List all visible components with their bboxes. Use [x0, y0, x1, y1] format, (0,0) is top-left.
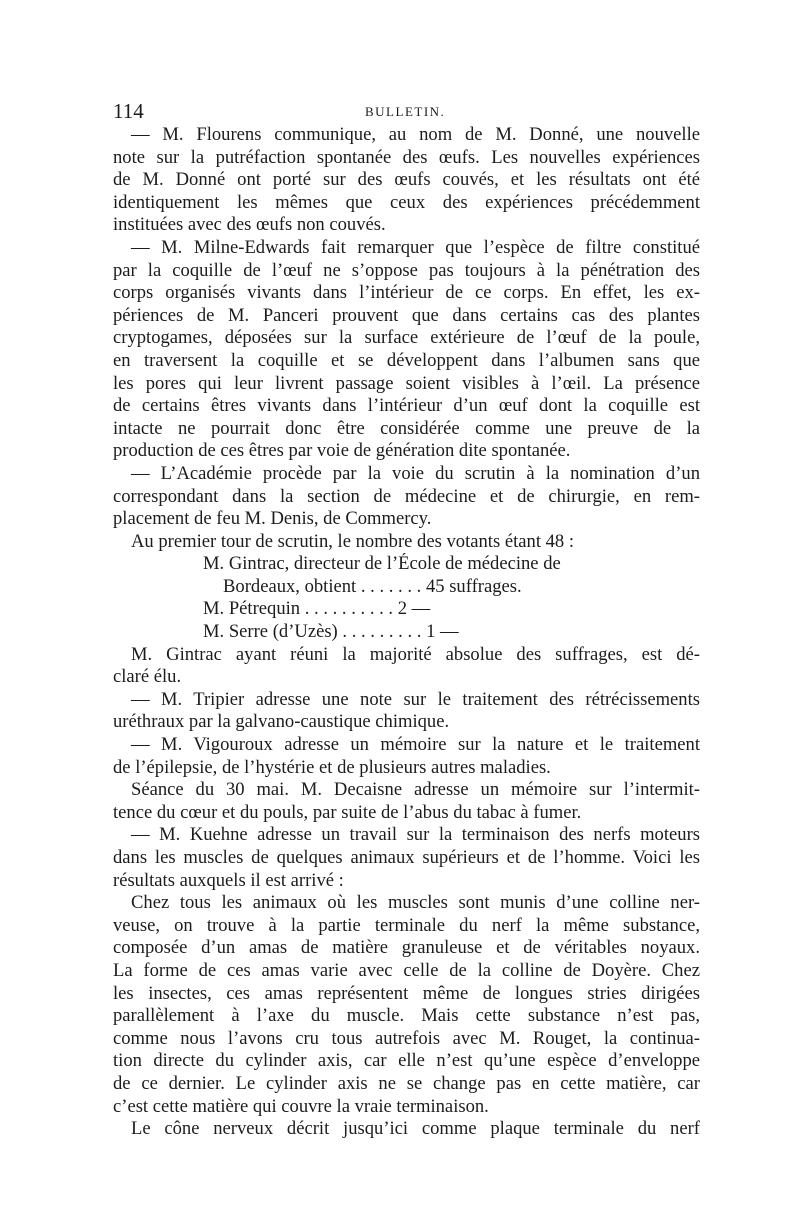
text-line: Le cône nerveux décrit jusqu’ici comme plaque terminale du nerf	[131, 1118, 700, 1140]
text-line: dans les muscles de quelques animaux supérieurs et de l’homme. Voici les	[113, 847, 700, 868]
text-line: les insectes, ces amas représentent même de longues stries dirigées	[113, 982, 700, 1004]
body-text	[113, 124, 700, 1141]
text-line: tion directe du cylinder axis, car elle n’est qu’une espèce d’enveloppe	[113, 1050, 700, 1072]
text-line: Au premier tour de scrutin, le nombre des votants étant 48 :	[131, 530, 575, 552]
text-line: parallèlement à l’axe du muscle. Mais cette substance n’est pas,	[113, 1005, 700, 1027]
page-number: 114	[113, 99, 144, 123]
text-line: correspondant dans la section de médecine et de chirurgie, en rem-	[113, 485, 700, 507]
text-line: de l’épilepsie, de l’hystérie et de plusieurs autres maladies.	[113, 756, 551, 778]
text-line: en traversent la coquille et se développent dans l’albumen sans que	[113, 349, 700, 371]
text-line: de ce dernier. Le cylinder axis ne se change pas en cette matière, car	[113, 1072, 700, 1094]
text-line: — L’Académie procède par la voie du scrutin à la nomination d’un	[131, 462, 700, 484]
text-line: tence du cœur et du pouls, par suite de l’abus du tabac à fumer.	[113, 801, 582, 823]
text-line: par la coquille de l’œuf ne s’oppose pas toujours à la pénétration des	[113, 259, 700, 281]
text-line: La forme de ces amas varie avec celle de la colline de Doyère. Chez	[113, 959, 700, 981]
text-line: c’est cette matière qui couvre la vraie terminaison.	[113, 1095, 489, 1117]
text-line: placement de feu M. Denis, de Commercy.	[113, 508, 432, 530]
text-line: corps organisés vivants dans l’intérieur de ce corps. En effet, les ex-	[113, 282, 700, 304]
text-line: instituées avec des œufs non couvés.	[113, 214, 386, 236]
text-line: résultats auxquels il est arrivé :	[113, 869, 344, 891]
text-line: comme nous l’avons cru tous autrefois avec M. Rouget, la continua-	[113, 1027, 700, 1049]
text-line: — M. Tripier adresse une note sur le traitement des rétrécissements	[131, 688, 700, 710]
text-line: — M. Flourens communique, au nom de M. Donné, une nouvelle	[131, 124, 700, 145]
text-line: production de ces êtres par voie de génération dite spontanée.	[113, 440, 571, 462]
text-line: de certains êtres vivants dans l’intérieur d’un œuf dont la coquille est	[113, 395, 700, 417]
running-head: BULLETIN.	[365, 104, 446, 119]
text-line: veuse, on trouve à la partie terminale du nerf la même substance,	[113, 914, 700, 936]
text-line: — M. Kuehne adresse un travail sur la terminaison des nerfs moteurs	[131, 824, 700, 846]
text-line: composée d’un amas de matière granuleuse et de véritables noyaux.	[113, 937, 700, 959]
text-line: note sur la putréfaction spontanée des œufs. Les nouvelles expériences	[113, 146, 700, 168]
vote-line: M. Serre (d’Uzès) . . . . . . . . . 1 —	[203, 621, 459, 643]
vote-line: Bordeaux, obtient . . . . . . . 45 suffrages.	[223, 575, 522, 597]
text-line: cryptogames, déposées sur la surface extérieure de l’œuf de la poule,	[113, 327, 700, 349]
text-line: intacte ne pourrait donc être considérée comme une preuve de la	[113, 417, 700, 439]
text-line: M. Gintrac ayant réuni la majorité absolue des suffrages, est dé-	[131, 643, 700, 665]
text-line: périences de M. Panceri prouvent que dans certains cas des plantes	[113, 304, 700, 326]
text-line: uréthraux par la galvano-caustique chimique.	[113, 711, 450, 733]
text-line: Séance du 30 mai. M. Decaisne adresse un mémoire sur l’intermit-	[131, 779, 700, 801]
text-line: claré élu.	[113, 666, 182, 688]
text-line: Chez tous les animaux où les muscles sont munis d’une colline ner-	[131, 892, 700, 914]
text-line: — M. Milne-Edwards fait remarquer que l’espèce de filtre constitué	[131, 236, 700, 258]
vote-line: M. Gintrac, directeur de l’École de médecine de	[203, 553, 561, 575]
vote-line: M. Pétrequin . . . . . . . . . . 2 —	[203, 598, 431, 620]
text-line: les pores qui leur livrent passage soient visibles à l’œil. La présence	[113, 372, 700, 394]
text-line: — M. Vigouroux adresse un mémoire sur la nature et le traitement	[131, 734, 700, 756]
text-line: de M. Donné ont porté sur des œufs couvés, et les résultats ont été	[113, 169, 700, 191]
text-line: identiquement les mêmes que ceux des expériences précédemment	[113, 191, 700, 213]
